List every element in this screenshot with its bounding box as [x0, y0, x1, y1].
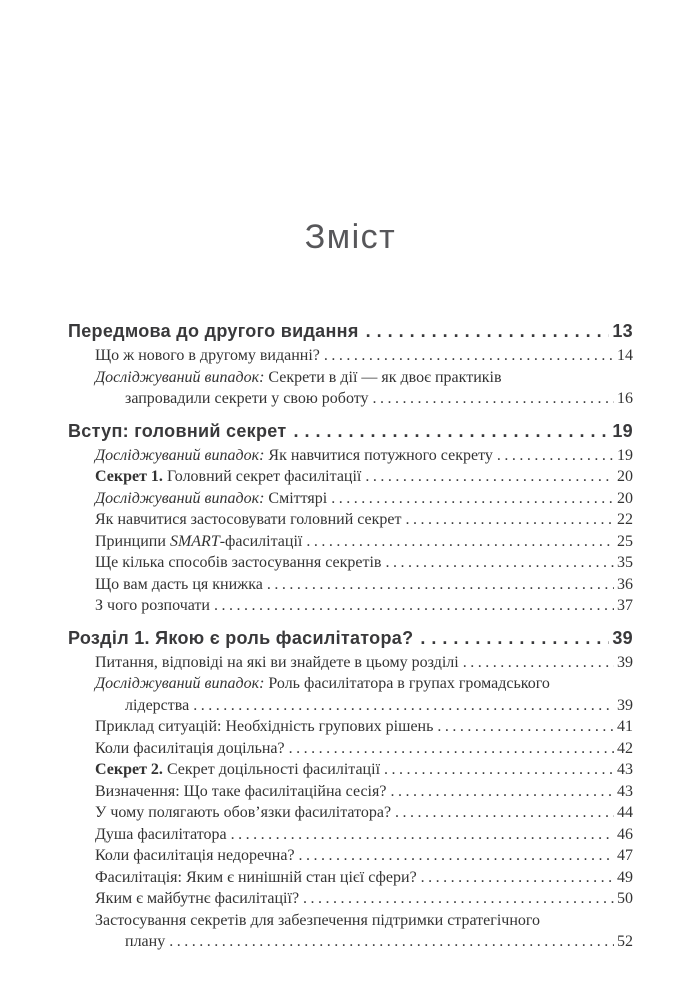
- dot-leader: [420, 626, 609, 650]
- page-number: 52: [617, 933, 633, 950]
- dot-leader: [306, 531, 614, 553]
- dot-leader: [390, 781, 614, 803]
- dot-leader: [299, 845, 614, 867]
- entry-text: плану: [125, 933, 166, 950]
- entry-text: Душа фасилітатора: [95, 825, 227, 843]
- toc-entry: [68, 845, 633, 867]
- dot-leader: [293, 419, 609, 443]
- page-number: 44: [617, 804, 633, 821]
- toc-entry: [68, 367, 633, 410]
- toc-section-heading: [68, 319, 633, 343]
- toc-entry: [68, 716, 633, 738]
- toc-entry: [68, 759, 633, 781]
- toc-entry: [68, 802, 633, 824]
- entry-text: Фасилітація: Яким є нинішній стан цієї сфери?: [95, 868, 417, 886]
- dot-leader: [385, 552, 614, 574]
- page-number: 46: [617, 825, 633, 843]
- entry-text: Що вам дасть ця книжка: [95, 575, 263, 593]
- toc-entry: [68, 466, 633, 488]
- page-number: 43: [617, 782, 633, 800]
- entry-text: Принципи SMART-фасилітації: [95, 532, 303, 550]
- toc-entry: [68, 824, 633, 846]
- dot-leader: [373, 388, 614, 410]
- entry-text: Ще кілька способів застосування секретів: [95, 554, 382, 571]
- entry-text: Що ж нового в другому виданні?: [95, 347, 320, 364]
- entry-text: Визначення: Що таке фасилітаційна сесія?: [95, 782, 387, 800]
- toc-entry: [68, 345, 633, 367]
- entry-text: запровадили секрети у свою роботу: [125, 390, 369, 407]
- entry-text: Коли фасилітація доцільна?: [95, 739, 285, 757]
- entry-text: Вступ: головний секрет: [68, 420, 287, 441]
- page-number: 41: [617, 718, 633, 735]
- dot-leader: [193, 695, 614, 717]
- entry-text: Яким є майбутнє фасилітації?: [95, 890, 300, 907]
- page-number: 42: [617, 739, 633, 757]
- entry-text: У чому полягають обов’язки фасилітатора?: [95, 804, 392, 821]
- dot-leader: [421, 867, 614, 889]
- dot-leader: [331, 488, 614, 510]
- entry-text: Досліджуваний випадок: Роль фасилітатора в групах громадського: [95, 675, 550, 692]
- dot-leader: [395, 802, 614, 824]
- dot-leader: [303, 888, 614, 910]
- toc-entry: [68, 595, 633, 617]
- toc-entry: [68, 652, 633, 674]
- page-number: 39: [612, 627, 633, 648]
- dot-leader: [366, 319, 610, 343]
- entry-text: Досліджуваний випадок: Секрети в дії — як двоє практиків: [95, 368, 502, 386]
- entry-text: З чого розпочати: [95, 597, 210, 614]
- dot-leader: [289, 738, 614, 760]
- dot-leader: [406, 509, 614, 531]
- page-number: 36: [617, 575, 633, 593]
- dot-leader: [169, 931, 614, 953]
- toc-entry: [68, 867, 633, 889]
- page-number: 43: [617, 761, 633, 778]
- entry-text: Розділ 1. Якою є роль фасилітатора?: [68, 627, 414, 648]
- entry-text: Передмова до другого видання: [68, 321, 359, 341]
- page-number: 19: [617, 446, 633, 464]
- page-number: 37: [617, 597, 633, 614]
- entry-text: Досліджуваний випадок: Сміттярі: [95, 489, 328, 507]
- page-number: 20: [617, 489, 633, 507]
- page-number: 14: [617, 347, 633, 364]
- page-number: 16: [617, 390, 633, 407]
- dot-leader: [497, 445, 614, 467]
- toc-entry: [68, 509, 633, 531]
- page-number: 35: [617, 554, 633, 571]
- entry-text: Досліджуваний випадок: Як навчитися потужного секрету: [95, 446, 493, 464]
- toc-section-heading: [68, 419, 633, 443]
- toc-entry: [68, 888, 633, 910]
- entry-text: Як навчитися застосовувати головний секрет: [95, 511, 402, 528]
- entry-text: Застосування секретів для забезпечення підтримки стратегічного: [95, 911, 541, 929]
- entry-text: Секрет 2. Секрет доцільності фасилітації: [95, 761, 381, 778]
- page-number: 19: [612, 420, 633, 441]
- entry-text: лідерства: [125, 696, 190, 714]
- page-number: 50: [617, 890, 633, 907]
- toc-entry: [68, 488, 633, 510]
- page-number: 49: [617, 868, 633, 886]
- dot-leader: [365, 466, 614, 488]
- page-number: 13: [612, 321, 633, 341]
- dot-leader: [214, 595, 614, 617]
- page-title: Зміст: [304, 218, 397, 256]
- page-number: 39: [617, 696, 633, 714]
- entry-text: Секрет 1. Головний секрет фасилітації: [95, 468, 362, 485]
- page-number: 20: [617, 468, 633, 485]
- toc-section-heading: [68, 626, 633, 650]
- toc-entry: [68, 781, 633, 803]
- page-number: 39: [617, 653, 633, 671]
- page-number: 22: [617, 511, 633, 528]
- entry-text: Питання, відповіді на які ви знайдете в цьому розділі: [95, 653, 459, 671]
- toc-entry: [68, 910, 633, 953]
- toc-entry: [68, 552, 633, 574]
- toc-entry: [68, 673, 633, 716]
- dot-leader: [463, 652, 614, 674]
- page-number: 47: [617, 847, 633, 864]
- dot-leader: [384, 759, 614, 781]
- toc-entry: [68, 574, 633, 596]
- dot-leader: [324, 345, 614, 367]
- entry-text: Приклад ситуацій: Необхідність групових рішень: [95, 718, 434, 735]
- toc-entry: [68, 738, 633, 760]
- dot-leader: [231, 824, 614, 846]
- entry-text: Коли фасилітація недоречна?: [95, 847, 295, 864]
- page-number: 25: [617, 532, 633, 550]
- toc-entry: [68, 531, 633, 553]
- toc-entry: [68, 445, 633, 467]
- dot-leader: [267, 574, 614, 596]
- dot-leader: [437, 716, 614, 738]
- toc-list: [68, 319, 633, 953]
